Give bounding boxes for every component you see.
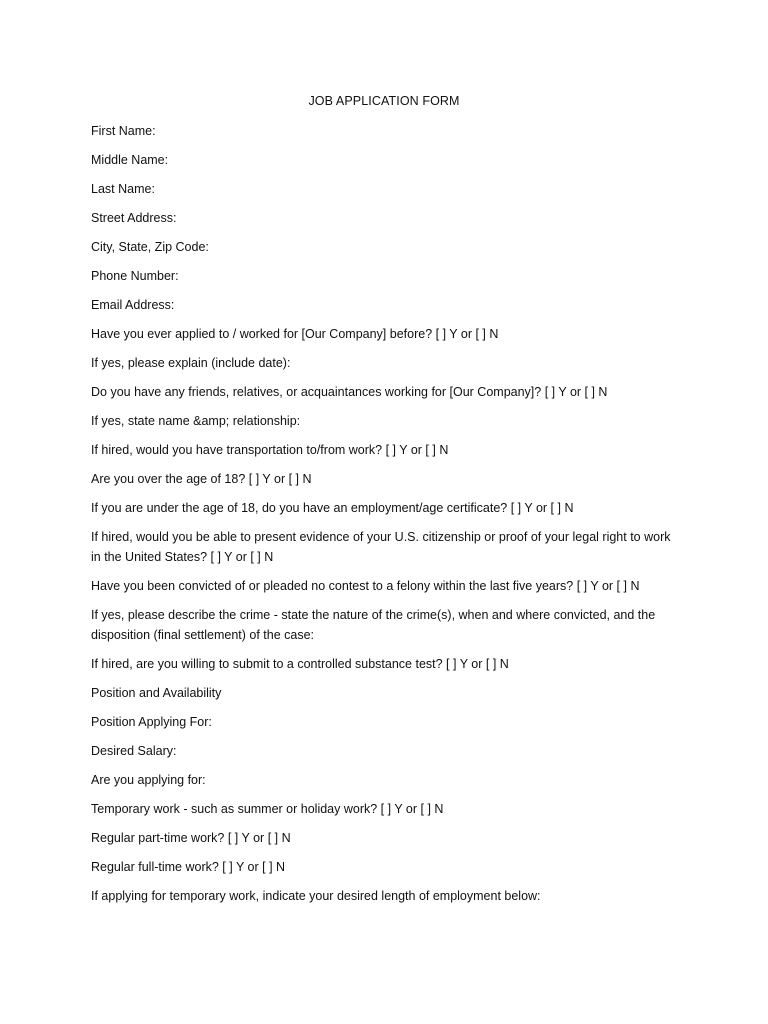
transportation-question: If hired, would you have transportation to/from work? [ ] Y or [ ] N <box>91 443 449 457</box>
part-time-question: Regular part-time work? [ ] Y or [ ] N <box>91 831 291 845</box>
substance-test-question: If hired, are you willing to submit to a controlled substance test? [ ] Y or [ ] N <box>91 657 509 671</box>
position-applying-label: Position Applying For: <box>91 715 212 729</box>
acquaintances-name-label: If yes, state name &amp; relationship: <box>91 414 301 428</box>
form-fields <box>91 121 681 915</box>
citizenship-question: If hired, would you be able to present evidence of your U.S. citizenship or proof of your legal right to work in the United States? [ ] Y or [ ] N <box>91 530 671 564</box>
last-name-label: Last Name: <box>91 182 155 196</box>
temporary-work-question: Temporary work - such as summer or holiday work? [ ] Y or [ ] N <box>91 802 444 816</box>
city-state-zip-label: City, State, Zip Code: <box>91 240 209 254</box>
phone-number-label: Phone Number: <box>91 269 179 283</box>
street-address-label: Street Address: <box>91 211 177 225</box>
acquaintances-question: Do you have any friends, relatives, or acquaintances working for [Our Company]? [ ] Y or [ ] N <box>91 385 608 399</box>
age-question: Are you over the age of 18? [ ] Y or [ ] N <box>91 472 312 486</box>
applied-before-explain-label: If yes, please explain (include date): <box>91 356 291 370</box>
applied-before-question: Have you ever applied to / worked for [Our Company] before? [ ] Y or [ ] N <box>91 327 499 341</box>
age-certificate-question: If you are under the age of 18, do you have an employment/age certificate? [ ] Y or [ ] N <box>91 501 574 515</box>
felony-question: Have you been convicted of or pleaded no contest to a felony within the last five years? [ ] Y or [ ] N <box>91 579 640 593</box>
temporary-length-label: If applying for temporary work, indicate your desired length of employment below: <box>91 889 541 903</box>
applying-for-label: Are you applying for: <box>91 773 206 787</box>
full-time-question: Regular full-time work? [ ] Y or [ ] N <box>91 860 286 874</box>
middle-name-label: Middle Name: <box>91 153 169 167</box>
position-availability-heading: Position and Availability <box>91 686 222 700</box>
desired-salary-label: Desired Salary: <box>91 744 177 758</box>
first-name-label: First Name: <box>91 124 156 138</box>
email-address-label: Email Address: <box>91 298 175 312</box>
form-title: JOB APPLICATION FORM <box>308 94 460 108</box>
felony-describe-label: If yes, please describe the crime - state the nature of the crime(s), when and where convicted, and the disposition (final settlement) of the case: <box>91 608 656 642</box>
